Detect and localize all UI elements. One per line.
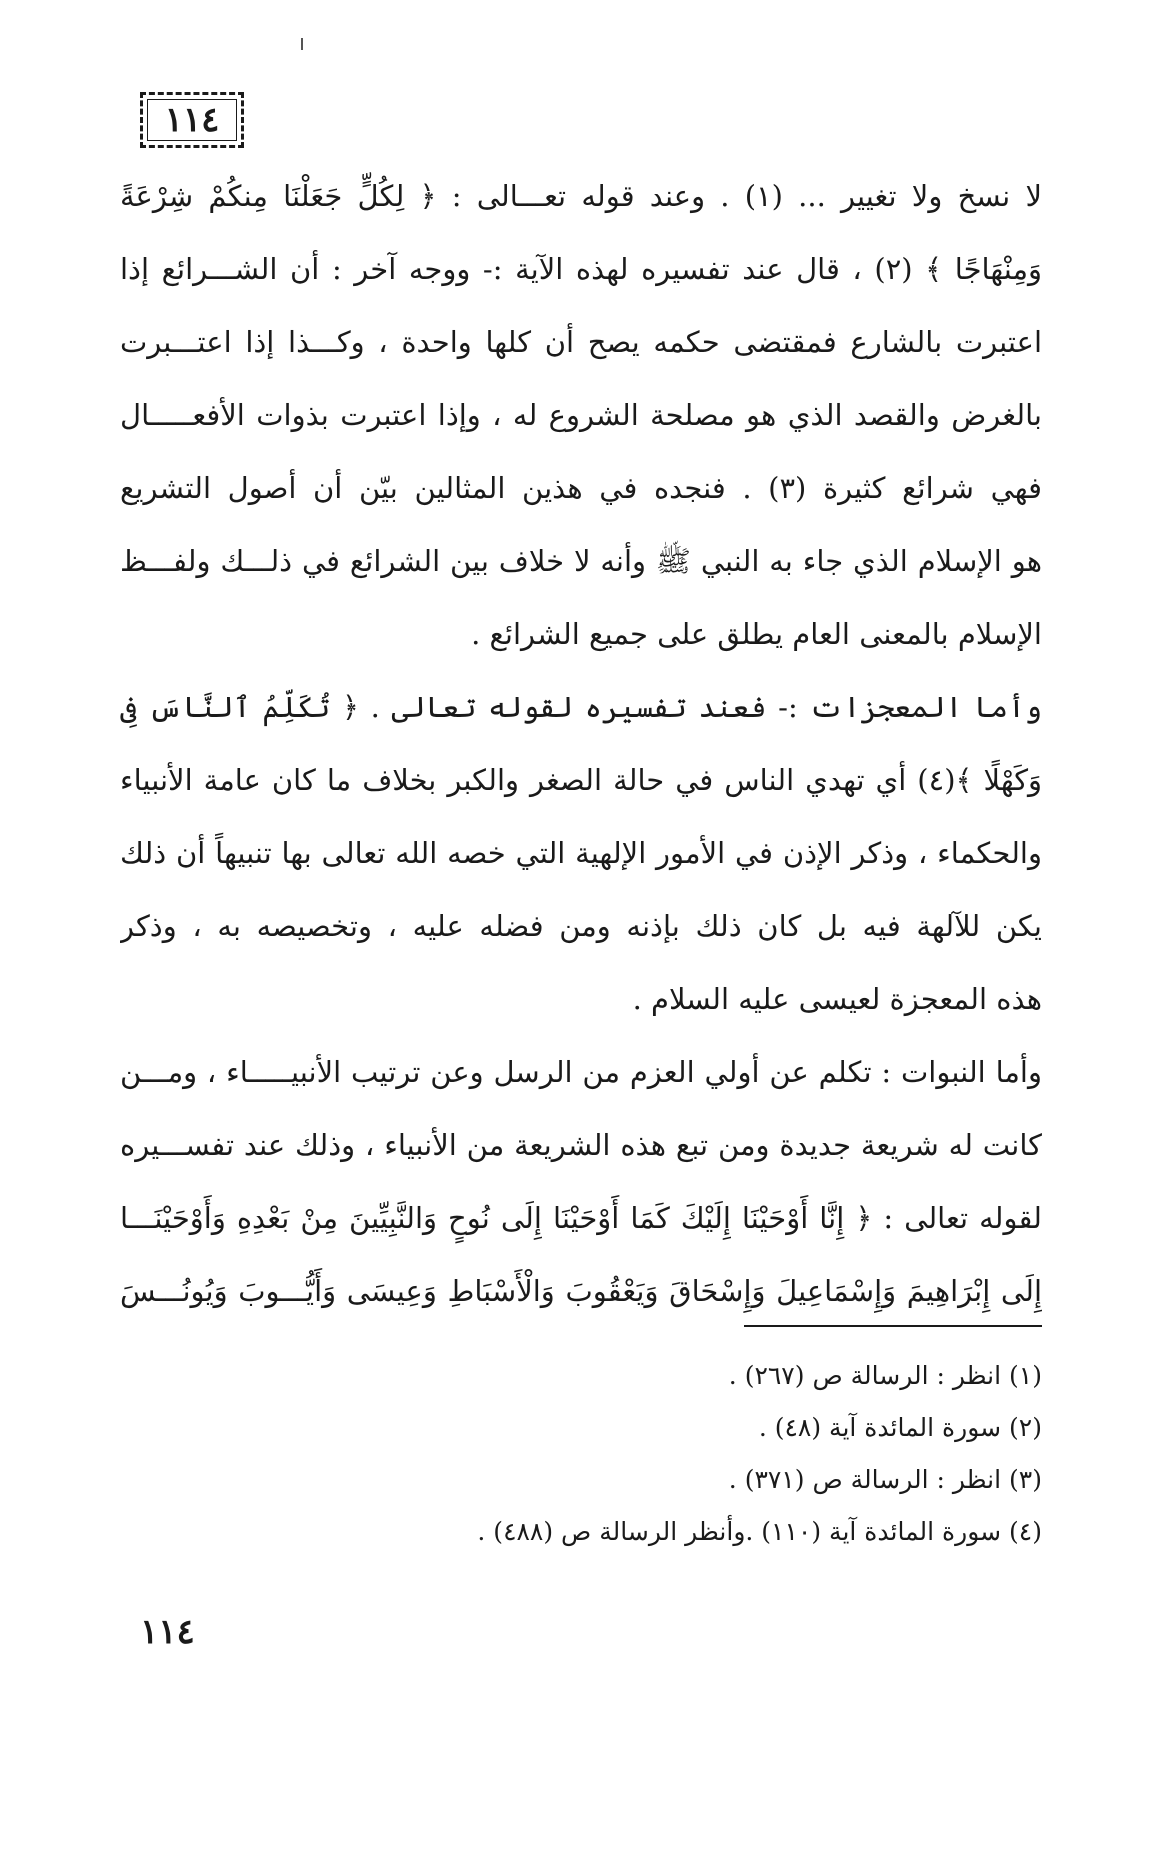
body-text — [120, 160, 1042, 1328]
header-page-number — [140, 92, 244, 148]
body-line: لقوله تعالى : ﴿ إِنَّا أَوْحَيْنَا إِلَيْكَ كَمَا أَوْحَيْنَا إِلَى نُوحٍ وَالنَّبِيِّينَ مِنْ بَعْدِهِ وَأَوْحَيْنَـــا — [120, 1201, 1042, 1235]
body-line: وَكَهْلًا ﴾(٤) أي تهدي الناس في حالة الصغر والكبر بخلاف ما كان عامة الأنبياء — [120, 763, 1042, 797]
body-line: هو الإسلام الذي جاء به النبي ﷺ وأنه لا خلاف بين الشرائع في ذلـــك ولفـــظ — [120, 544, 1042, 578]
footnote-item: (٣) انظر : الرسالة ص (٣٧١) . — [728, 1465, 1042, 1494]
body-line: يكن للآلهة فيه بل كان ذلك بإذنه ومن فضله عليه ، وتخصيصه به ، وذكر — [120, 909, 1042, 943]
body-line: وأما المعجزات :- فعند تفسيره لقوله تعالى . ﴿ تُكَلِّمُ ٱلنَّاسَ فِى — [120, 690, 1042, 724]
body-line: وأما النبوات : تكلم عن أولي العزم من الرسل وعن ترتيب الأنبيـــــاء ، ومـــن — [120, 1055, 1042, 1089]
header-page-number-text: ١١٤ — [164, 100, 220, 140]
body-line: لا نسخ ولا تغيير ... (١) . وعند قوله تعـــالى : ﴿ لِكُلٍّ جَعَلْنَا مِنكُمْ شِرْعَةً — [120, 179, 1042, 213]
body-line: كانت له شريعة جديدة ومن تبع هذه الشريعة من الأنبياء ، وذلك عند تفســـيره — [120, 1128, 1042, 1162]
footnote-item: (١) انظر : الرسالة ص (٢٦٧) . — [728, 1361, 1042, 1390]
body-line: إِلَى إِبْرَاهِيمَ وَإِسْمَاعِيلَ وَإِسْحَاقَ وَيَعْقُوبَ وَالْأَسْبَاطِ وَعِيسَى وَأَيُّـــوبَ وَيُونُـــسَ — [120, 1274, 1042, 1308]
body-line: والحكماء ، وذكر الإذن في الأمور الإلهية التي خصه الله تعالى بها تنبيهاً أن ذلك — [120, 836, 1042, 870]
body-line: الإسلام بالمعنى العام يطلق على جميع الشرائع . — [471, 617, 1042, 651]
scan-mark — [301, 38, 303, 50]
body-line: وَمِنْهَاجًا ﴾ (٢) ، قال عند تفسيره لهذه الآية :- ووجه آخر : أن الشـــرائع إذا — [120, 252, 1042, 286]
body-line: فهي شرائع كثيرة (٣) . فنجده في هذين المثالين بيّن أن أصول التشريع — [120, 471, 1042, 505]
footer-page-number: ١١٤ — [140, 1612, 195, 1652]
footnote-separator — [744, 1325, 1042, 1327]
footnote-item: (٤) سورة المائدة آية (١١٠) .وأنظر الرسالة ص (٤٨٨) . — [477, 1517, 1042, 1546]
body-line: هذه المعجزة لعيسى عليه السلام . — [632, 982, 1042, 1016]
body-line: اعتبرت بالشارع فمقتضى حكمه يصح أن كلها واحدة ، وكـــذا إذا اعتـــبرت — [120, 325, 1042, 359]
body-line: بالغرض والقصد الذي هو مصلحة الشروع له ، وإذا اعتبرت بذوات الأفعـــــال — [120, 398, 1042, 432]
footnote-item: (٢) سورة المائدة آية (٤٨) . — [758, 1413, 1042, 1442]
footnotes — [400, 1350, 1042, 1558]
